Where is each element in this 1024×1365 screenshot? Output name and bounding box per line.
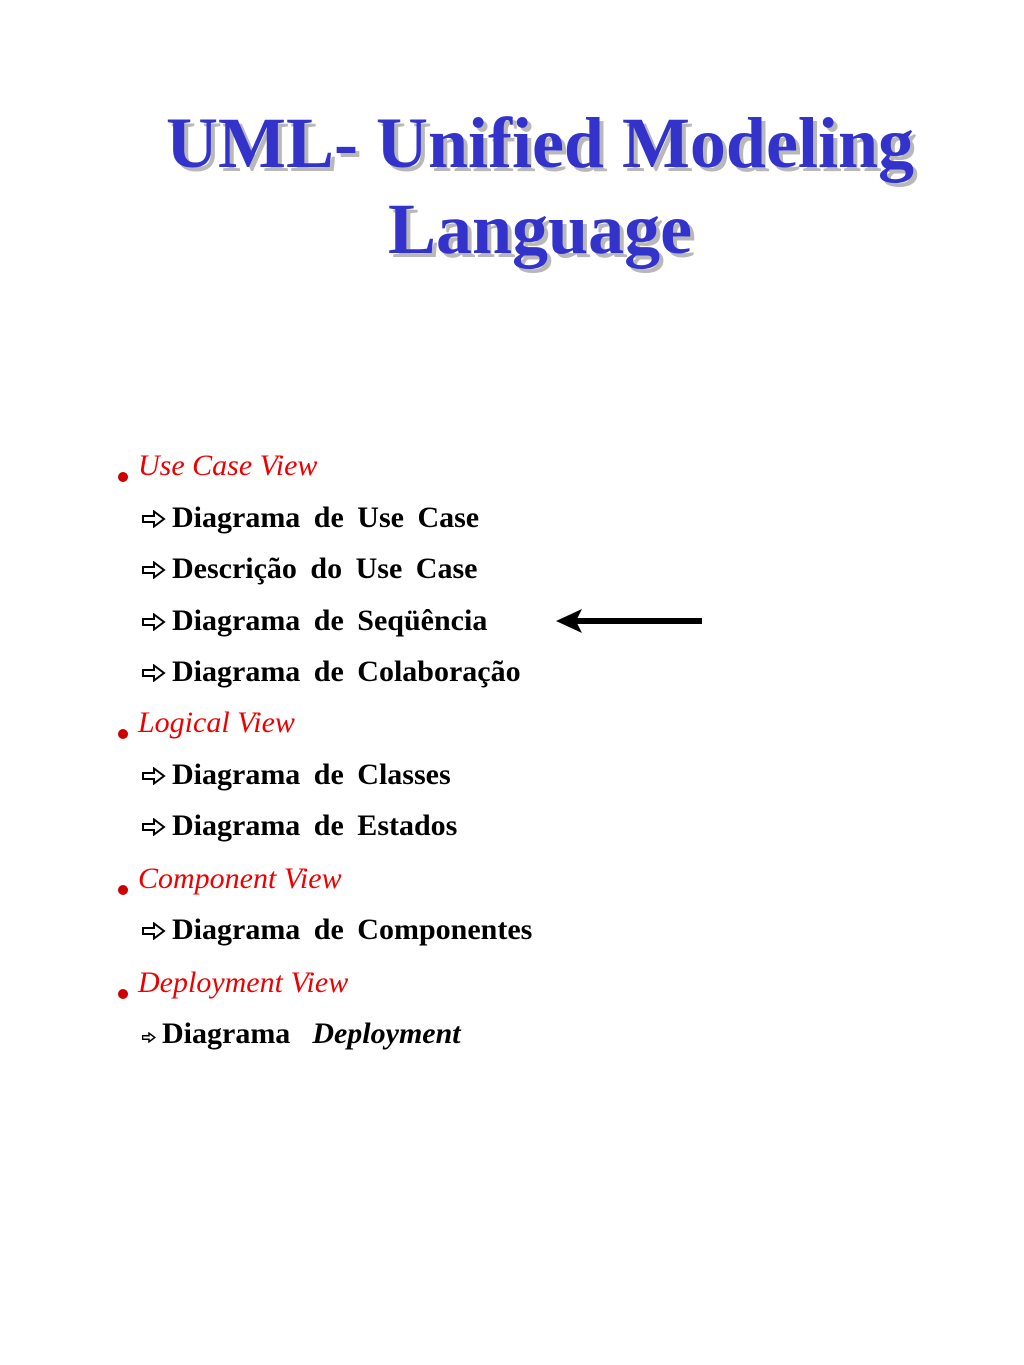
item-label: Diagrama de Componentes [172, 913, 533, 946]
list-item [142, 910, 532, 950]
slide-title [0, 100, 1024, 272]
bullet-dot-icon [118, 729, 128, 739]
section-label: Use Case View [138, 449, 318, 482]
item-label: Diagrama de Seqüência [172, 604, 488, 637]
list-item-highlighted [142, 601, 487, 641]
item-label-emphasis: Deployment [312, 1017, 461, 1050]
list-item [142, 1014, 461, 1054]
hollow-right-arrow-icon [142, 922, 166, 940]
item-label: Diagrama de Colaboração [172, 655, 521, 688]
list-item [142, 652, 521, 692]
list-item [142, 549, 477, 589]
list-item [142, 755, 451, 795]
bullet-dot-icon [118, 989, 128, 999]
hollow-right-arrow-icon [142, 664, 166, 682]
section-label: Logical View [138, 706, 295, 739]
item-label: Diagrama [162, 1017, 291, 1050]
title-line-2: Language [387, 189, 693, 269]
list-item [142, 498, 479, 538]
section-label: Component View [138, 862, 342, 895]
bullet-dot-icon [118, 472, 128, 482]
list-item [142, 806, 457, 846]
hollow-right-arrow-icon [142, 818, 166, 836]
item-label: Diagrama de Classes [172, 758, 451, 791]
hollow-right-arrow-icon [142, 1032, 156, 1043]
bullet-dot-icon [118, 885, 128, 895]
hollow-right-arrow-icon [142, 613, 166, 631]
section-component-view [118, 859, 342, 899]
item-label: Descrição do Use Case [172, 552, 478, 585]
item-label: Diagrama de Estados [172, 809, 458, 842]
hollow-right-arrow-icon [142, 561, 166, 579]
title-line-1: UML- Unified Modeling [166, 103, 914, 183]
item-label: Diagrama de Use Case [172, 501, 480, 534]
hollow-right-arrow-icon [142, 510, 166, 528]
section-use-case-view [118, 446, 317, 486]
section-deployment-view [118, 963, 348, 1003]
section-label: Deployment View [138, 966, 349, 999]
left-arrow-icon [556, 606, 702, 636]
section-logical-view [118, 703, 295, 743]
hollow-right-arrow-icon [142, 767, 166, 785]
